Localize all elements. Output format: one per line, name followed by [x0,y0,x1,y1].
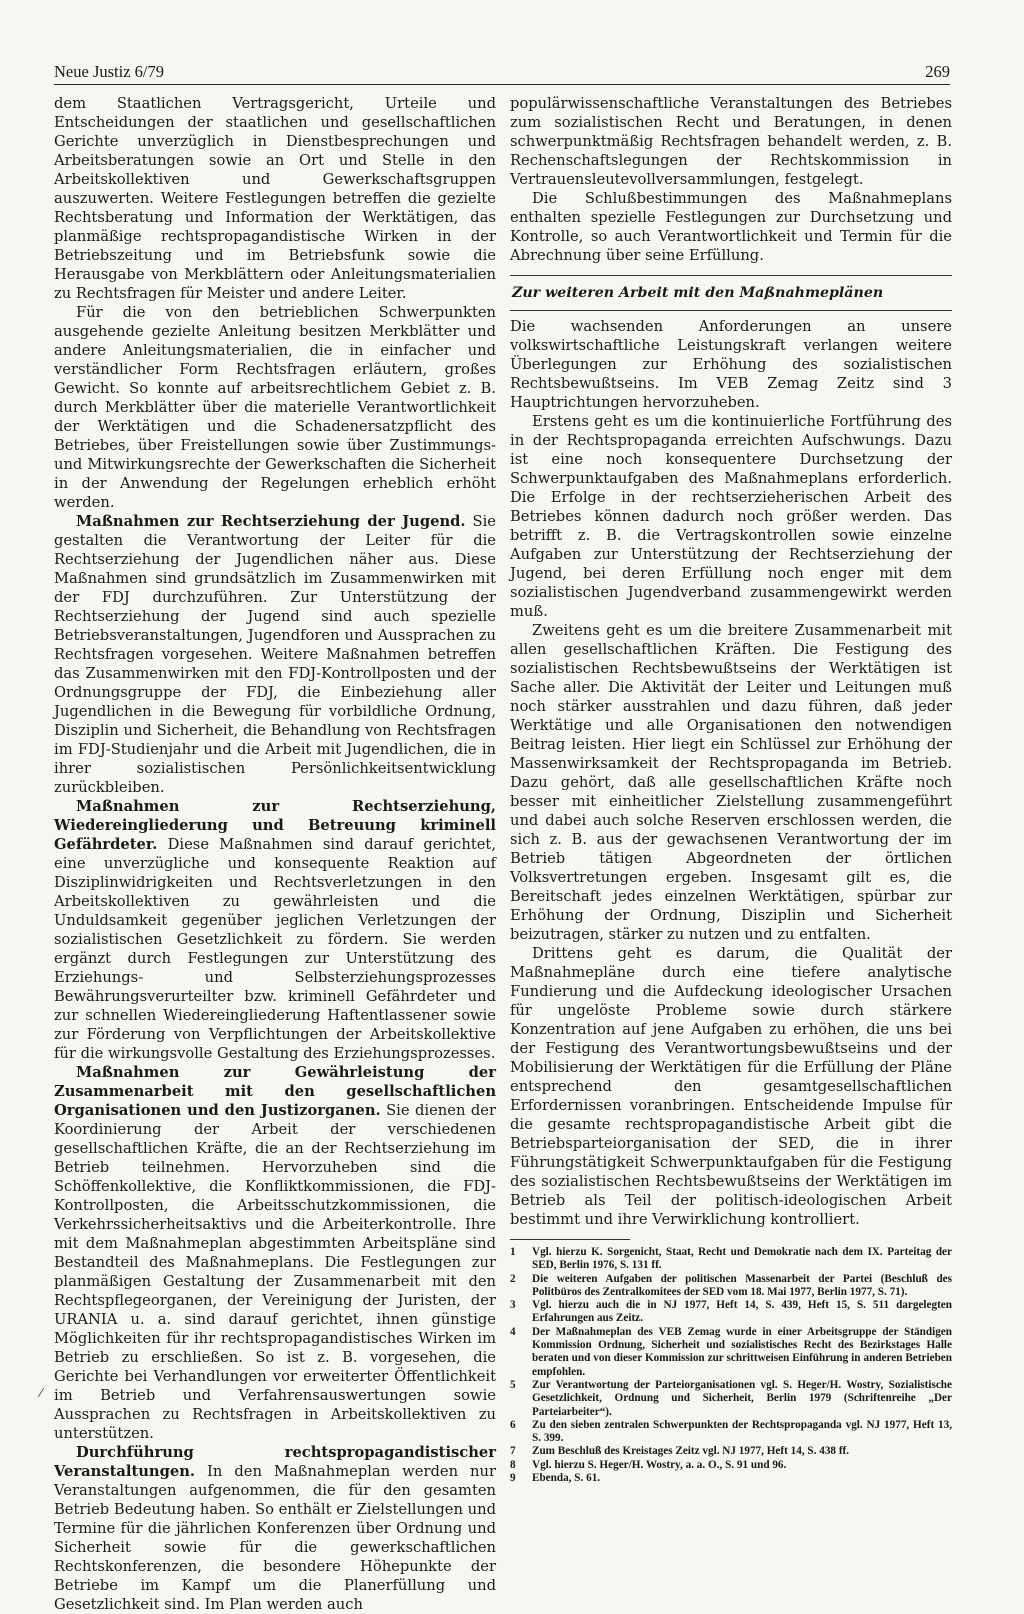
footnote-number: 6 [510,1418,516,1431]
paragraph: Die Schlußbestimmungen des Maßnahmeplans enthalten spezielle Festlegungen zur Durchsetzung und Kontrolle, so auch Verantwortlichkeit und Termin für die Abrechnung über seine Erfüllung. [510,190,952,264]
footnote [510,1419,952,1446]
footnote-text: Die weiteren Aufgaben der politischen Massenarbeit der Partei (Beschluß des Politbüros des Zentralkomitees der SED vom 18. Mai 1977, Berlin 1977, S. 71). [532,1272,952,1298]
section-heading: Zur weiteren Arbeit mit den Maßnahmeplänen [510,275,952,311]
footnote-list [510,1246,952,1485]
paragraph-lead: Maßnahmen zur Rechtserziehung, Wiedereingliederung und Betreuung kriminell Gefährdeter. [54,798,496,853]
paragraph: Für die von den betrieblichen Schwerpunkten ausgehende gezielte Anleitung besitzen Merkblätter und andere Anleitungsmaterialien, die in einfacher und verständlicher Form Rechtsfragen erläutern, großes Gewicht. So konnte auf arbeitsrechtlichem Gebiet z. B. durch Merkblätter über die materielle Verantwortlichkeit der Werktätigen und die Schadenersatzpflicht des Betriebes, über Freistellungen sowie über Zustimmungs- und Mitwirkungsrechte der Gewerkschaften die Sicherheit in der Anwendung der Regelungen erheblich erhöht werden. [54,304,496,511]
footnote-number: 4 [510,1325,516,1338]
footnote-number: 9 [510,1472,516,1485]
page-number: 269 [925,62,950,81]
footnote-text: Der Maßnahmeplan des VEB Zemag wurde in einer Arbeitsgruppe der Ständigen Kommission Ordnung, Sicherheit und sozialistisches Recht des Bezirkstages Halle beraten und von dieser Kommission zur schrittweisen Einführung in anderen Betrieben empfohlen. [532,1325,952,1378]
paragraph: Drittens geht es darum, die Qualität der Maßnahmepläne durch eine tiefere analytische Fundierung und die Aufdeckung ideologischer Ursachen für ungelöste Probleme sowie durch stärkere Konzentration auf jene Aufgaben zu erhöhen, die uns bei der Festigung des Verantwortungsbewußtseins und der Mobilisierung der Werktätigen für die Erfüllung der Pläne entsprechend den gesamtgesellschaftlichen Erfordernissen voranbringen. Entscheidende Impulse für die gesamte rechtspropagandistische Arbeit gibt die Betriebsparteiorganisation der SED, die in ihrer Führungstätigkeit Schwerpunktaufgaben für die Festigung des sozialistischen Rechtsbewußtseins der Werktätigen im Betrieb als Teil der politisch-ideologischen Arbeit bestimmt und ihre Verwirklichung kontrolliert. [510,945,952,1228]
footnote-text: Vgl. hierzu K. Sorgenicht, Staat, Recht und Demokratie nach dem IX. Parteitag der SED, Berlin 1976, S. 131 ff. [532,1246,952,1272]
paragraph-text: In den Maßnahmeplan werden nur Veranstaltungen aufgenommen, die für den gesamten Betrieb Bedeutung haben. So enthält er Zielstellungen und Termine für die jährlichen Konferenzen über Ordnung und Sicherheit sowie für die gewerkschaftlichen Rechtskonferenzen, die besondere Höhepunkte der Betriebe im Kampf um die Planerfüllung und Gesetzlichkeit sind. Im Plan werden auch [54,1463,496,1613]
paragraph-lead: Durchführung rechtspropagandistischer Veranstaltungen. [54,1444,496,1480]
footnote [510,1326,952,1379]
footnote-text: Ebenda, S. 61. [532,1472,601,1485]
footnote-number: 2 [510,1272,516,1285]
footnote-text: Vgl. hierzu auch die in NJ 1977, Heft 14, S. 439, Heft 15, S. 511 dargelegten Erfahrungen aus Zeitz. [532,1299,952,1325]
footnote [510,1273,952,1300]
footnote-text: Zu den sieben zentralen Schwerpunkten der Rechtspropaganda vgl. NJ 1977, Heft 13, S. 399. [532,1418,952,1445]
paragraph-lead: Maßnahmen zur Rechtserziehung der Jugend. [76,513,466,530]
paragraph [54,512,496,797]
paragraph: Die wachsenden Anforderungen an unsere volkswirtschaftliche Leistungskraft verlangen weitere Überlegungen zur Erhöhung des sozialistischen Rechtsbewußtseins. Im VEB Zemag Zeitz sind 3 Hauptrichtungen hervorzuheben. [510,318,952,411]
footnote [510,1459,952,1472]
footnote [510,1472,952,1485]
footnote-number: 3 [510,1299,516,1312]
footnote-number: 5 [510,1378,516,1391]
footnote-number: 8 [510,1458,516,1471]
footnote-number: 7 [510,1445,516,1458]
journal-issue: Neue Justiz 6/79 [54,62,164,81]
margin-mark: ⁄ [40,1386,43,1400]
footnote [510,1379,952,1419]
left-column [54,94,496,1614]
footnote-divider [510,1239,630,1240]
paragraph: Erstens geht es um die kontinuierliche Fortführung des in der Rechtspropaganda erreichten Aufschwungs. Dazu ist eine noch konsequentere Durchsetzung der Schwerpunktaufgaben des Maßnahmeplans erforderlich. Die Erfolge in der rechtserzieherischen Arbeit des Betriebes können dadurch noch größer werden. Das betrifft z. B. die Vertragskontrollen sowie einzelne Aufgaben zur Unterstützung der Rechtserziehung der Jugend, bei deren Erfüllung noch enger mit dem sozialistischen Jugendverband zusammengewirkt werden muß. [510,413,952,620]
footnote-text: Zum Beschluß des Kreistages Zeitz vgl. NJ 1977, Heft 14, S. 438 ff. [532,1445,850,1458]
paragraph-lead: Maßnahmen zur Gewährleistung der Zusammenarbeit mit den gesellschaftlichen Organisationen und den Justizorganen. [54,1064,496,1119]
paragraph [54,797,496,1063]
paragraph-text: Sie dienen der Koordinierung der Arbeit der verschiedenen gesellschaftlichen Kräfte, die an der Rechtserziehung im Betrieb teilnehmen. Hervorzuheben sind die Schöffenkollektive, die Konfliktkommissionen, die FDJ-Kontrollposten, die Arbeitsschutzkommissionen, die Verkehrssicherheitsaktivs und die Arbeiterkontrolle. Ihre mit dem Maßnahmeplan abgestimmten Arbeitspläne sind Bestandteil des Maßnahmeplans. Die Festlegungen zur planmäßigen Gestaltung der Zusammenarbeit mit den Rechtspflegeorganen, der Vereinigung der Juristen, der URANIA u. a. sind darauf gerichtet, ihnen günstige Möglichkeiten für ihr rechtspropagandistisches Wirken im Betrieb zu erschließen. So ist z. B. vorgesehen, die Gerichte bei Verhandlungen vor erweiterter Öffentlichkeit im Betrieb und Verfahrensauswertungen sowie Aussprachen zu Rechtsfragen in Arbeitskollektiven zu unterstützen. [54,1102,496,1442]
footnote-number: 1 [510,1246,516,1258]
paragraph: Zweitens geht es um die breitere Zusammenarbeit mit allen gesellschaftlichen Kräften. Die Festigung des sozialistischen Rechtsbewußtseins der Werktätigen ist Sache aller. Die Aktivität der Leiter und Leitungen muß noch stärker ausstrahlen und dazu führen, daß jeder Werktätige und alle Organisationen den notwendigen Beitrag leisten. Hier liegt ein Schlüssel zur Erhöhung der Massenwirksamkeit der Rechtspropaganda im Betrieb. Dazu gehört, daß alle gesellschaftlichen Kräfte noch besser mit einheitlicher Zielstellung zusammengeführt und dabei auch solche Reserven erschlossen werden, die sich z. B. aus der gewachsenen Verantwortung der im Betrieb tätigen Abgeordneten der örtlichen Volksvertretungen ergeben. Insgesamt gilt es, die Bereitschaft jedes einzelnen Werktätigen, spürbar zur Erhöhung der Ordnung, Disziplin und Sicherheit beizutragen, stärker zu nutzen und zu entfalten. [510,622,952,943]
header-rule [54,84,950,85]
paragraph-text: Sie gestalten die Verantwortung der Leiter für die Rechtserziehung der Jugendlichen näher aus. Diese Maßnahmen sind grundsätzlich im Zusammenwirken mit der FDJ durchzuführen. Zur Unterstützung der Rechtserziehung der Jugend sind auch spezielle Betriebsveranstaltungen, Jugendforen und Aussprachen zu Rechtsfragen vorgesehen. Weitere Maßnahmen betreffen das Zusammenwirken mit den FDJ-Kontrollposten und der Ordnungsgruppe der FDJ, die Einbeziehung aller Jugendlichen in die Bewegung für vorbildliche Ordnung, Disziplin und Sicherheit, die Behandlung von Rechtsfragen im FDJ-Studienjahr und die Arbeit mit Jugendlichen, die in ihrer sozialistischen Persönlichkeitsentwicklung zurückbleiben. [54,513,497,796]
paragraph: dem Staatlichen Vertragsgericht, Urteile und Entscheidungen der staatlichen und gesellschaftlichen Gerichte unverzüglich in Dienstbesprechungen und Arbeitsberatungen sowie an Ort und Stelle in den Arbeitskollektiven und Gewerkschaftsgruppen auszuwerten. Weitere Festlegungen betreffen die gezielte Rechtsberatung und Information der Werktätigen, das planmäßige rechtspropagandistische Wirken in der Betriebszeitung und im Betriebsfunk sowie die Herausgabe von Merkblättern oder Anleitungsmaterialien zu Rechtsfragen für Meister und andere Leiter. [54,95,496,302]
footnote [510,1299,952,1326]
footnote [510,1246,952,1273]
footnote-text: Zur Verantwortung der Parteiorganisationen vgl. S. Heger/H. Wostry, Sozialistische Gesetzlichkeit, Ordnung und Sicherheit, Berlin 1979 (Schriftenreihe „Der Parteiarbeiter“). [532,1378,952,1418]
footnote-text: Vgl. hierzu S. Heger/H. Wostry, a. a. O., S. 91 und 96. [532,1458,787,1471]
right-column [510,94,952,1485]
paragraph-text: Diese Maßnahmen sind darauf gerichtet, eine unverzügliche und konsequente Reaktion auf Disziplinwidrigkeiten und Rechtsverletzungen in den Arbeitskollektiven zu gewährleisten und die Unduldsamkeit gegenüber jeglichen Verletzungen der sozialistischen Gesetzlichkeit zu fördern. Sie werden ergänzt durch Festlegungen zur Unterstützung des Erziehungs- und Selbsterziehungsprozesses Bewährungsverurteilter bzw. kriminell Gefährdeter und zur schnellen Wiedereingliederung Haftentlassener sowie zur Förderung von Verpflichtungen der Arbeitskollektive für die wirkungsvolle Gestaltung des Erziehungsprozesses. [54,836,496,1062]
paragraph [54,1443,496,1614]
paragraph [54,1063,496,1443]
footnote [510,1445,952,1458]
page-header [54,58,950,86]
paragraph: populärwissenschaftliche Veranstaltungen des Betriebes zum sozialistischen Recht und Beratungen, in denen schwerpunktmäßig Rechtsfragen behandelt werden, z. B. Rechenschaftslegungen der Rechtskommission in Vertrauensleutevollversammlungen, festgelegt. [510,95,952,188]
